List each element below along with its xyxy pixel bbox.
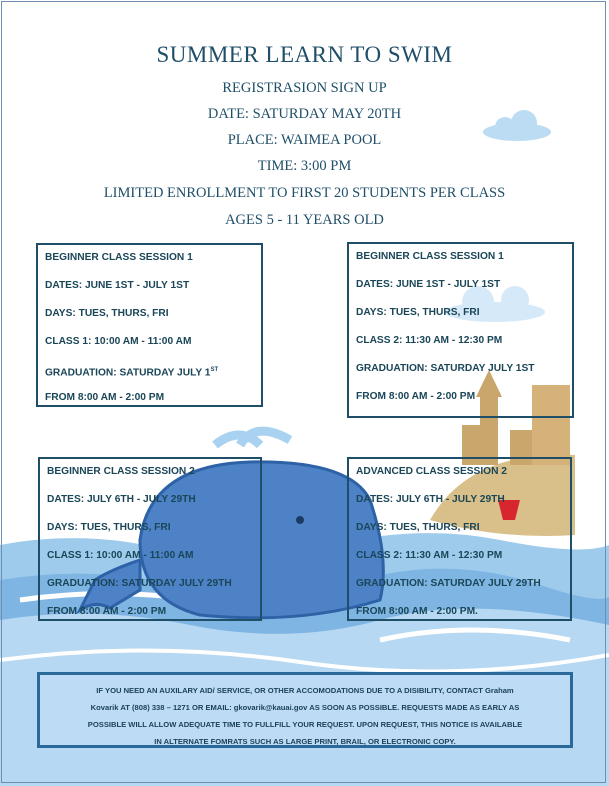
class-name: BEGINNER CLASS SESSION 2: [47, 466, 195, 477]
accessibility-notice: [37, 672, 573, 748]
class-box-beginner-1a: [36, 243, 263, 407]
class-days: DAYS: TUES, THURS, FRI: [356, 307, 480, 318]
class-from: FROM 8:00 AM - 2:00 PM: [356, 391, 476, 402]
class-box-beginner-1b: [347, 242, 574, 418]
class-box-beginner-2: [38, 457, 262, 621]
class-days: DAYS: TUES, THURS, FRI: [45, 308, 169, 319]
class-name: BEGINNER CLASS SESSION 1: [356, 251, 504, 262]
class-time: CLASS 1: 10:00 AM - 11:00 AM: [45, 336, 192, 347]
enrollment-line: LIMITED ENROLLMENT TO FIRST 20 STUDENTS PER CLASS: [103, 185, 506, 201]
time-line: TIME: 3:00 PM: [257, 158, 352, 174]
class-name: ADVANCED CLASS SESSION 2: [356, 466, 507, 477]
class-days: DAYS: TUES, THURS, FRI: [47, 522, 171, 533]
class-time: CLASS 1: 10:00 AM - 11:00 AM: [47, 550, 194, 561]
class-dates: DATES: JULY 6TH - JULY 29TH: [47, 494, 196, 505]
page-title: SUMMER LEARN TO SWIM: [156, 42, 453, 67]
class-graduation: GRADUATION: SATURDAY JULY 1ST: [356, 363, 535, 374]
notice-line: Kovarik AT (808) 338 – 1271 OR EMAIL: gkovarik@kauai.gov AS SOON AS POSSIBLE. REQUESTS MADE AS EARLY AS: [90, 703, 520, 712]
registration-line: REGISTRASION SIGN UP: [222, 80, 387, 96]
class-from: FROM 8:00 AM - 2:00 PM.: [356, 606, 478, 617]
class-dates: DATES: JUNE 1ST - JULY 1ST: [356, 279, 501, 290]
class-box-advanced-2: [347, 457, 572, 621]
notice-line: IN ALTERNATE FOMRATS SUCH AS LARGE PRINT, BRAIL, OR ELECTRONIC COPY.: [154, 737, 456, 746]
class-name: BEGINNER CLASS SESSION 1: [45, 252, 193, 263]
class-graduation: GRADUATION: SATURDAY JULY 1ST: [45, 367, 219, 379]
class-time: CLASS 2: 11:30 AM - 12:30 PM: [356, 550, 503, 561]
place-line: PLACE: WAIMEA POOL: [227, 132, 382, 148]
class-time: CLASS 2: 11:30 AM - 12:30 PM: [356, 335, 503, 346]
notice-line: POSSIBLE WILL ALLOW ADEQUATE TIME TO FULLFILL YOUR REQUEST. UPON REQUEST, THIS NOTICE IS AVAILABLE: [87, 720, 523, 729]
class-from: FROM 8:00 AM - 2:00 PM: [45, 392, 165, 403]
notice-line: IF YOU NEED AN AUXILARY AID/ SERVICE, OR OTHER ACCOMODATIONS DUE TO A DISIBILITY, CONTACT Graham: [96, 686, 514, 695]
class-from: FROM 8:00 AM - 2:00 PM: [47, 606, 167, 617]
ages-line: AGES 5 - 11 YEARS OLD: [225, 212, 384, 228]
class-dates: DATES: JULY 6TH - JULY 29TH: [356, 494, 505, 505]
class-graduation: GRADUATION: SATURDAY JULY 29TH: [356, 578, 541, 589]
class-days: DAYS: TUES, THURS, FRI: [356, 522, 480, 533]
class-dates: DATES: JUNE 1ST - JULY 1ST: [45, 280, 190, 291]
date-line: DATE: SATURDAY MAY 20TH: [207, 106, 402, 122]
class-graduation: GRADUATION: SATURDAY JULY 29TH: [47, 578, 232, 589]
